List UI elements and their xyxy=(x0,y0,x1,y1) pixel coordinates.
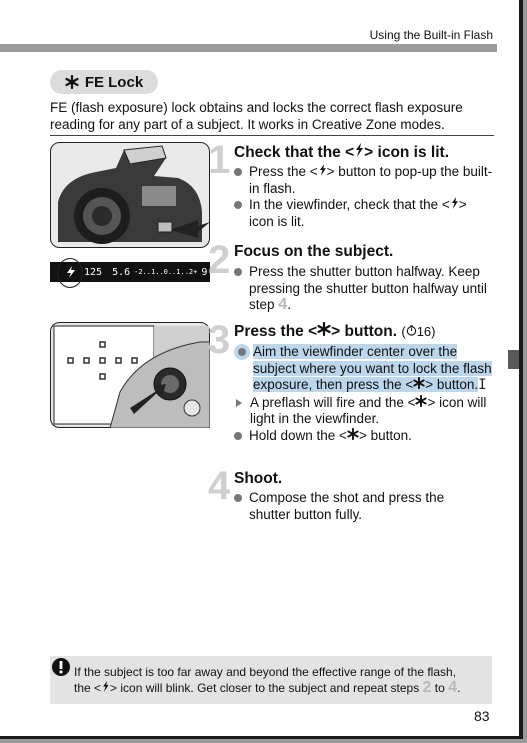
step-2-title: Focus on the subject. xyxy=(234,243,394,260)
step-2-bullets xyxy=(234,264,496,314)
step-4-bullets xyxy=(234,490,474,523)
camera-flash-popup-illustration xyxy=(50,142,210,248)
section-rule xyxy=(50,135,494,136)
fe-lock-asterisk-icon xyxy=(65,75,79,89)
list-item: Hold down the < > button. xyxy=(234,428,496,445)
caution-note-text: If the subject is too far away and beyond the effective range of the flash, the < > icon will blink. Get closer to the subject and repeat steps 2 to 4. xyxy=(74,665,461,696)
step-3-title: Press the < > button. ( 16) xyxy=(234,323,436,340)
flash-bolt-icon xyxy=(354,143,364,157)
list-item: Press the < > button to pop-up the built-in flash. xyxy=(234,164,494,197)
lcd-count: 9 xyxy=(201,266,208,278)
list-item-highlighted[interactable]: Aim the viewfinder center over the subject where you want to lock the flash exposure, then press the < > button.I xyxy=(234,344,496,394)
page-border-shadow xyxy=(523,0,527,743)
flash-bolt-icon xyxy=(318,164,327,176)
intro-paragraph: FE (flash exposure) lock obtains and locks the correct flash exposure reading for any part of a subject. It works in Creative Zone modes. xyxy=(50,100,463,132)
text-cursor-icon: I xyxy=(478,377,487,393)
fe-lock-asterisk-icon xyxy=(347,428,359,440)
flash-bolt-icon xyxy=(101,681,110,692)
caution-icon xyxy=(51,657,71,677)
step-number: 4 xyxy=(208,464,231,508)
page-number: 83 xyxy=(474,708,490,724)
header-bar xyxy=(0,44,497,52)
list-item: Compose the shot and press the shutter button fully. xyxy=(234,490,474,523)
section-thumb-tab xyxy=(508,350,519,369)
fe-lock-asterisk-icon xyxy=(413,377,425,389)
lcd-exposure-scale: -2..1..0..1..2+ xyxy=(134,268,198,276)
step-1-bullets xyxy=(234,164,494,230)
lcd-aperture: 5.6 xyxy=(112,266,131,278)
flash-icon-callout-circle xyxy=(57,258,83,288)
list-item: In the viewfinder, check that the < > icon is lit. xyxy=(234,197,494,230)
list-item: A preflash will fire and the < > icon will light in the viewfinder. xyxy=(234,395,496,428)
section-title-pill xyxy=(50,70,158,94)
timer-icon xyxy=(406,325,417,336)
section-title: FE Lock xyxy=(84,73,144,91)
fe-lock-asterisk-icon xyxy=(317,322,331,336)
timer-seconds: 16 xyxy=(416,324,432,339)
lcd-shutter: 125 xyxy=(84,266,103,278)
step-4-title: Shoot. xyxy=(234,470,283,487)
running-header: Using the Built-in Flash xyxy=(369,28,493,42)
step-number: 1 xyxy=(208,138,231,182)
step-1-title: Check that the < > icon is lit. xyxy=(234,144,449,161)
step-number: 3 xyxy=(208,318,231,362)
fe-lock-asterisk-icon xyxy=(415,395,427,407)
step-3-bullets xyxy=(234,344,496,444)
list-item: Press the shutter button halfway. Keep pressing the shutter button halfway until step 4. xyxy=(234,264,496,314)
step-number: 2 xyxy=(208,238,231,282)
page-border-bottom-shadow xyxy=(0,739,527,743)
flash-bolt-icon xyxy=(450,197,459,209)
camera-fe-lock-button-illustration xyxy=(50,322,210,428)
